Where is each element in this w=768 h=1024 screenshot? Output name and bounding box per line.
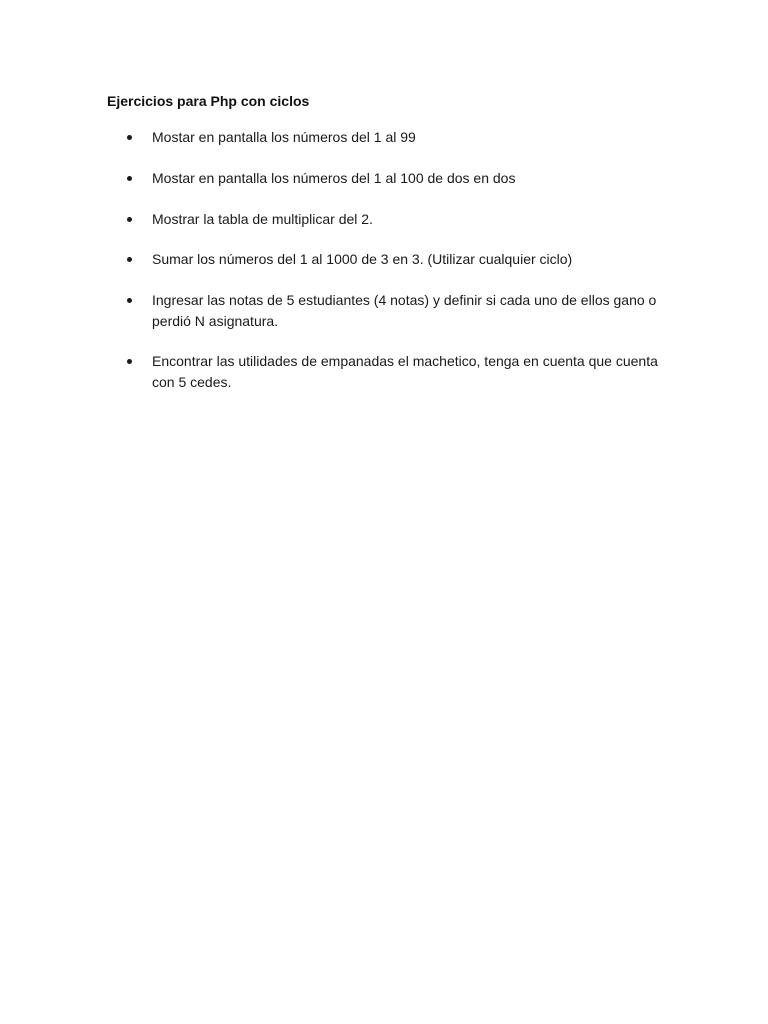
bullet-icon xyxy=(127,217,132,222)
list-item-text: Encontrar las utilidades de empanadas el machetico, tenga en cuenta que cuenta con 5 cedes. xyxy=(152,353,658,390)
list-item-text: Ingresar las notas de 5 estudiantes (4 notas) y definir si cada uno de ellos gano o perdió N asignatura. xyxy=(152,292,657,329)
list-item-text: Sumar los números del 1 al 1000 de 3 en 3. (Utilizar cualquier ciclo) xyxy=(152,251,573,267)
bullet-icon xyxy=(127,257,132,262)
bullet-icon xyxy=(127,298,132,303)
bullet-icon xyxy=(127,176,132,181)
list-item-text: Mostar en pantalla los números del 1 al 99 xyxy=(152,129,416,145)
bullet-icon xyxy=(127,359,132,364)
list-item-text: Mostrar la tabla de multiplicar del 2. xyxy=(152,211,373,227)
document-title: Ejercicios para Php con ciclos xyxy=(107,93,310,109)
list-item-text: Mostar en pantalla los números del 1 al 100 de dos en dos xyxy=(152,170,516,186)
bullet-icon xyxy=(127,135,132,140)
